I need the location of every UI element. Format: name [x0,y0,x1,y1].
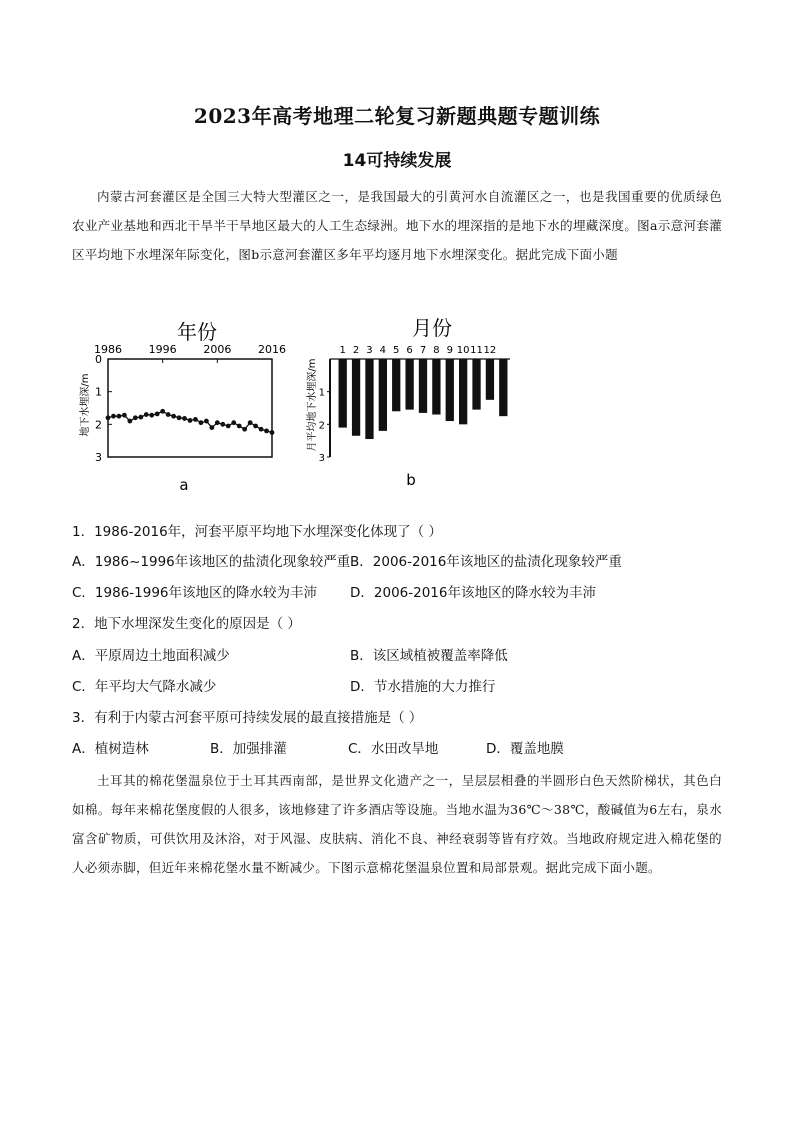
chart-b-xtick: 6 [406,345,413,356]
chart-a-ytick: 3 [95,451,102,464]
chart-b-xtick: 10 [456,345,470,356]
chart-b-xtick: 1 [339,345,346,356]
chart-a-ytick: 0 [95,353,102,366]
chart-b-ytick: 3 [318,453,325,464]
chart-a-point [182,416,187,421]
chart-b-bar [339,359,347,428]
chart-b-bar [472,359,480,410]
chart-a-point [259,427,264,432]
chart-a-point [106,415,111,420]
chart-a-xtick: 1996 [148,343,177,356]
chart-b-bar [419,359,427,413]
q3-option-d[interactable]: D．覆盖地膜 [486,741,564,757]
q2-option-c[interactable]: C．年平均大气降水减少 [72,679,217,695]
chart-a-point [138,415,143,420]
q1-option-c[interactable]: C．1986-1996年该地区的降水较为丰沛 [72,585,318,601]
chart-b-bar [365,359,373,439]
question-2: 2．地下水埋深发生变化的原因是（ ） [72,616,301,632]
chart-b-bar [405,359,413,410]
chart-b-bar [459,359,467,424]
chart-a-ylabel: 地下水埋深/m [80,373,91,437]
chart-b-ytick: 2 [318,420,325,432]
chart-a-point [166,412,171,417]
chart-a-point [127,419,132,424]
chart-a-point [122,413,127,418]
chart-a-point [248,420,253,425]
chart-a-point [177,415,182,420]
chart-a-point [242,427,247,432]
chart-b-ylabel: 月平均地下水埋深/m [307,358,318,452]
chart-b-bar [486,359,494,400]
q1-option-b[interactable]: B．2006-2016年该地区的盐渍化现象较严重 [350,554,622,570]
chart-b-bar [352,359,360,436]
q3-option-a[interactable]: A．植树造林 [72,741,149,757]
chart-a-xtick: 1986 [94,343,122,356]
q2-option-b[interactable]: B．该区域植被覆盖率降低 [350,648,508,664]
chart-a-point [220,422,225,427]
chart-a-title: 年份 [177,320,217,344]
chart-b-bar [499,359,507,416]
q3-option-b[interactable]: B．加强排灌 [210,741,287,757]
page-subtitle: 14可持续发展 [342,151,452,171]
chart-b-xtick: 12 [483,345,497,356]
chart-a-point [111,414,116,419]
chart-b [305,316,510,489]
chart-a-point [237,424,242,429]
chart-b-bar [392,359,400,411]
passage-1: 内蒙古河套灌区是全国三大特大型灌区之一，是我国最大的引黄河水自流灌区之一，也是我国重要的优质绿色农业产业基地和西北干旱半干旱地区最大的人工生态绿洲。地下水的埋深指的是地下水的埋藏深度。图a示意河套灌区平均地下水埋深年际变化，图b示意河套灌区多年平均逐月地下水埋深变化。据此完成下面小题 [72,189,722,262]
chart-a-caption: a [179,476,189,494]
chart-b-bar [379,359,387,431]
chart-b-xtick: 11 [470,345,483,356]
chart-a-point [117,414,122,419]
chart-a-point [188,418,193,423]
chart-b-xtick: 8 [433,345,440,356]
chart-a-point [226,424,231,429]
chart-b-bar [432,359,440,415]
chart-b-title: 月份 [412,316,452,340]
question-1: 1．1986-2016年，河套平原平均地下水埋深变化体现了（ ） [72,524,442,540]
chart-a-point [204,419,209,424]
chart-a-ytick: 1 [95,385,102,399]
chart-a-point [264,428,269,433]
chart-a-point [133,415,138,420]
chart-a-point [171,414,176,419]
chart-a-point [199,420,204,425]
passage-2: 土耳其的棉花堡温泉位于土耳其西南部，是世界文化遗产之一，呈层层相叠的半圆形白色天然阶梯状，其色白如棉。每年来棉花堡度假的人很多，该地修建了许多酒店等设施。当地水温为36℃～38℃，酸碱值为6左右，泉水富含矿物质，可供饮用及沐浴，对于风湿、皮肤病、消化不良、神经衰弱等皆有疗效。当地政府规定进入棉花堡的人必须赤脚，但近年来棉花堡水量不断减少。下图示意棉花堡温泉位置和局部景观。据此完成下面小题。 [72,773,722,875]
chart-b-bar [446,359,454,421]
page-title: 2023年高考地理二轮复习新题典题专题训练 [193,104,601,128]
chart-a-point [215,420,220,425]
chart-a-point [155,411,160,416]
q2-option-d[interactable]: D．节水措施的大力推行 [350,679,496,695]
q2-option-a[interactable]: A．平原周边土地面积减少 [72,648,230,664]
chart-b-xtick: 3 [366,345,373,356]
chart-b-caption: b [406,471,416,489]
chart-b-xtick: 4 [379,345,387,356]
chart-a-point [160,409,165,414]
chart-b-ytick: 1 [318,387,325,399]
chart-b-xtick: 9 [446,345,453,356]
chart-a-point [209,425,214,430]
q1-option-d[interactable]: D．2006-2016年该地区的降水较为丰沛 [350,585,596,601]
chart-a-xtick: 2016 [258,343,286,356]
chart-b-xtick: 7 [419,345,427,356]
chart-a-point [193,417,198,422]
chart-a-point [149,413,154,418]
figure [72,315,532,495]
chart-b-xtick: 2 [352,345,360,356]
chart-a-ytick: 2 [95,418,102,432]
chart-a-point [231,420,236,425]
chart-a [78,320,286,494]
chart-a-point [144,412,149,417]
chart-b-xtick: 5 [393,345,400,356]
chart-a-xtick: 2006 [203,343,232,356]
chart-a-point [253,424,258,429]
chart-a-point [270,430,275,435]
q3-option-c[interactable]: C．水田改旱地 [348,741,439,757]
question-3: 3．有利于内蒙古河套平原可持续发展的最直接措施是（ ） [72,710,423,726]
q1-option-a[interactable]: A．1986~1996年该地区的盐渍化现象较严重 [72,554,351,570]
chart-a-frame [108,359,272,457]
